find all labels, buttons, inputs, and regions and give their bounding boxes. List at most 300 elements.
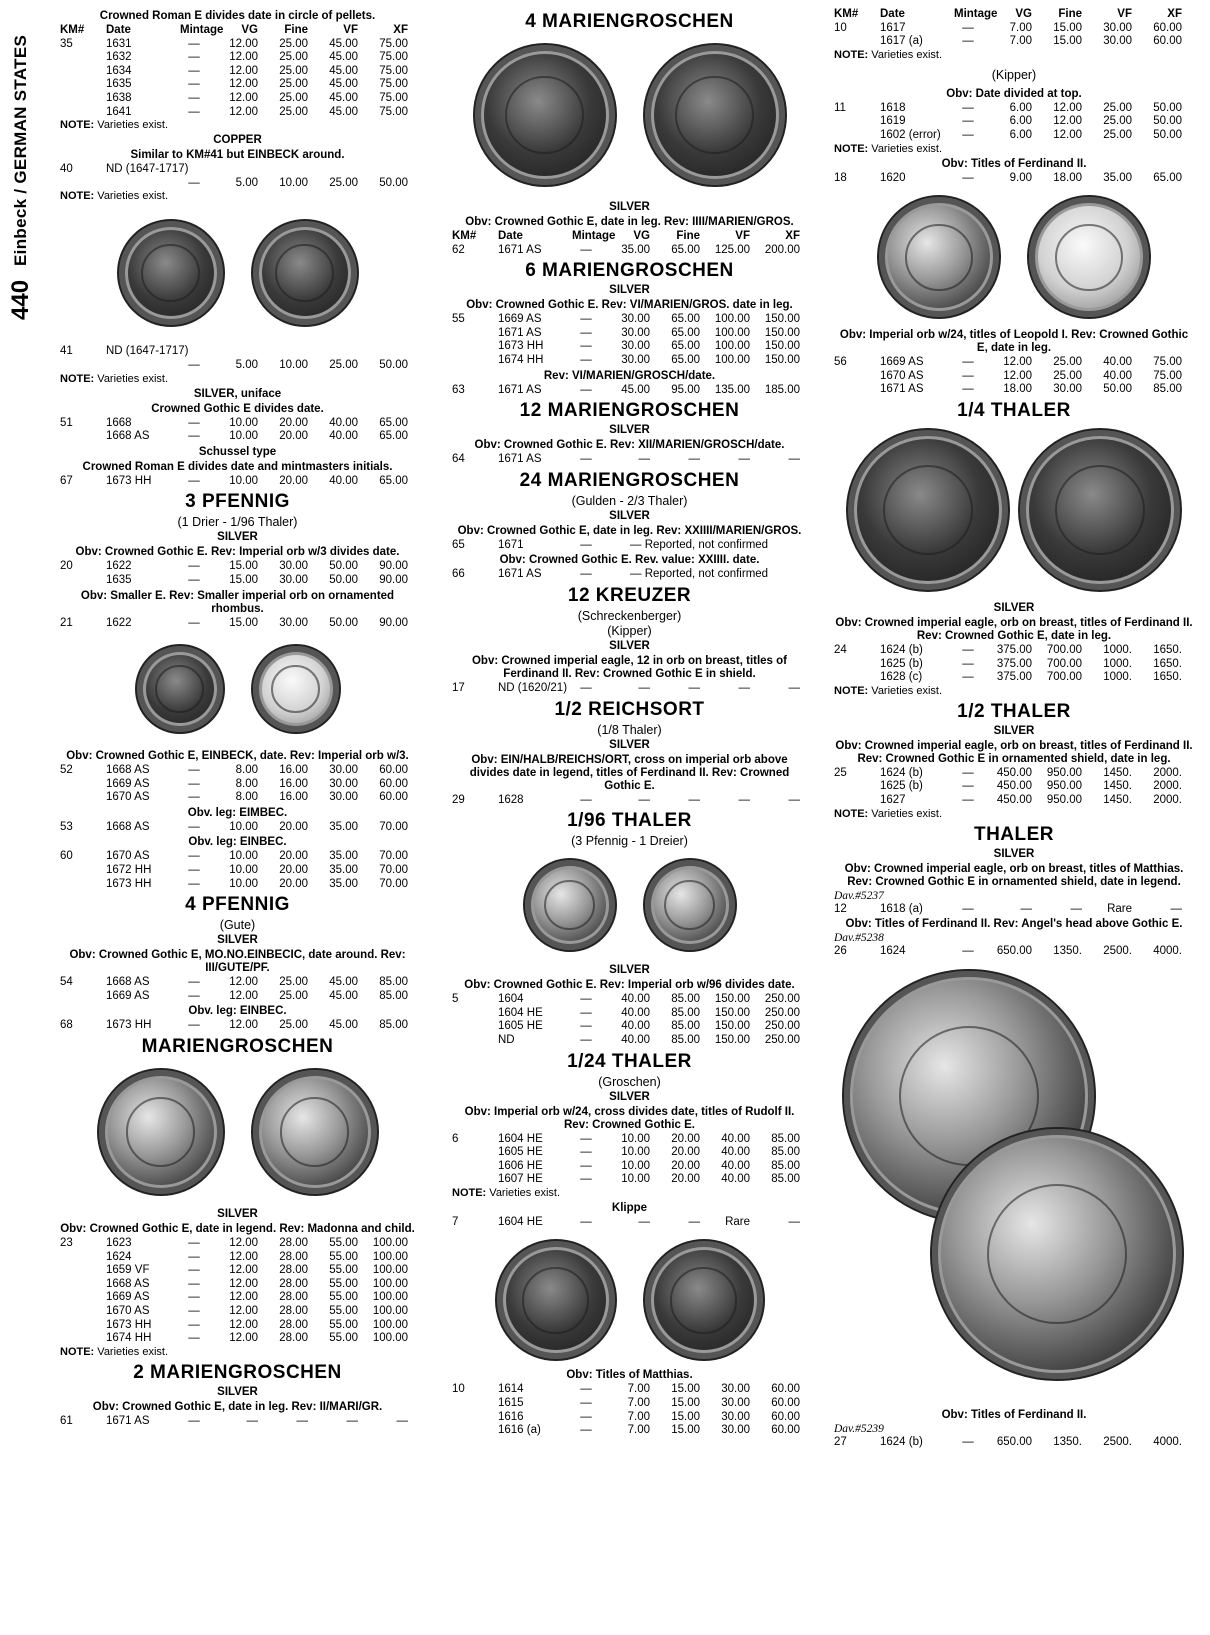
table-cell: — xyxy=(188,616,200,629)
column-header: KM# xyxy=(60,24,85,36)
table-cell: 1607 HE xyxy=(498,1173,543,1186)
table-cell: 90.00 xyxy=(379,616,408,629)
table-row xyxy=(452,340,807,354)
table-cell: — xyxy=(188,764,200,777)
table-cell: 30.00 xyxy=(1103,21,1132,34)
rows-km21 xyxy=(60,617,415,631)
table-cell: 1668 AS xyxy=(106,820,150,833)
rows-km26 xyxy=(834,945,1194,959)
table-row xyxy=(452,1160,807,1174)
table-cell: 15.00 xyxy=(229,616,258,629)
column-header: XF xyxy=(1167,8,1182,20)
table-cell: — xyxy=(962,356,974,369)
desc-km64: Obv: Crowned Gothic E. Rev: XII/MARIEN/GROSCH/date. xyxy=(474,439,785,452)
table-cell: — xyxy=(188,105,200,118)
table-cell: 17 xyxy=(452,681,465,694)
table-cell: 10 xyxy=(834,21,847,34)
rows-km51 xyxy=(60,417,415,444)
table-row xyxy=(452,1411,807,1425)
table-row xyxy=(452,313,807,327)
table-cell xyxy=(834,794,880,808)
table-cell: 1673 HH xyxy=(106,1318,152,1331)
table-cell: 1605 HE xyxy=(498,1146,543,1159)
column-header: Fine xyxy=(1058,8,1082,20)
table-cell: 85.00 xyxy=(771,1173,800,1186)
table-cell: 30.00 xyxy=(621,353,650,366)
table-row xyxy=(452,384,807,398)
table-cell xyxy=(60,878,106,892)
table-cell: — xyxy=(580,793,592,806)
table-row xyxy=(834,780,1194,794)
table-cell: — xyxy=(188,976,200,989)
table-cell: 15.00 xyxy=(229,573,258,586)
table-cell: 95.00 xyxy=(671,383,700,396)
table-cell: 60.00 xyxy=(379,764,408,777)
rows-km25 xyxy=(834,767,1194,808)
table-cell: — xyxy=(788,681,800,694)
column-header: Mintage xyxy=(954,8,998,20)
desc-km62: Obv: Crowned Gothic E, date in leg. Rev: IIII/MARIEN/GROS. xyxy=(465,216,794,228)
table-cell: 7.00 xyxy=(627,1397,650,1410)
table-cell: 6.00 xyxy=(1009,115,1032,128)
table-cell: — xyxy=(188,1019,200,1032)
table-cell: 10.00 xyxy=(621,1159,650,1172)
table-cell: — xyxy=(962,793,974,806)
coin-reverse-image xyxy=(1018,428,1182,592)
desc-km63: Rev: VI/MARIEN/GROSCH/date. xyxy=(543,369,716,382)
table-cell: 50.00 xyxy=(1153,115,1182,128)
table-cell: 12.00 xyxy=(229,64,258,77)
rows-km61 xyxy=(60,1415,415,1429)
desc-km26: Obv: Titles of Ferdinand II. Rev: Angel's head above Gothic E. xyxy=(845,918,1183,931)
running-head xyxy=(6,10,36,320)
table-cell xyxy=(60,1291,106,1305)
table-cell: 60.00 xyxy=(771,1424,800,1437)
table-cell: 20.00 xyxy=(671,1146,700,1159)
sub-kipper: (Kipper) xyxy=(991,67,1037,82)
metal-silver: SILVER xyxy=(993,724,1035,737)
table-cell: 1668 AS xyxy=(106,976,150,989)
table-cell: 28.00 xyxy=(279,1305,308,1317)
table-cell: 60.00 xyxy=(379,791,408,804)
heading-mariengroschen: MARIENGROSCHEN xyxy=(141,1036,334,1058)
table-cell: 52 xyxy=(60,764,73,777)
column-header: VG xyxy=(1015,8,1032,20)
table-cell: — xyxy=(580,326,592,339)
table-row xyxy=(60,791,415,805)
table-cell: — xyxy=(188,1305,200,1317)
table-cell: 9.00 xyxy=(1009,171,1032,184)
table-cell: 6 xyxy=(452,1132,459,1145)
table-cell: — xyxy=(188,777,200,790)
table-cell: — xyxy=(188,573,200,586)
table-cell: 1668 AS xyxy=(106,430,150,443)
table-header xyxy=(452,230,807,244)
table-cell: — xyxy=(962,115,974,128)
table-row xyxy=(834,22,1194,36)
table-cell: 45.00 xyxy=(621,383,650,396)
desc-km25: Obv: Crowned imperial eagle, orb on breast, titles of Ferdinand II. Rev: Crowned Gothic E in ornamented shield, date in leg. xyxy=(835,739,1193,765)
table-cell: 1350. xyxy=(1053,945,1082,958)
table-cell: 1615 xyxy=(498,1397,524,1410)
sub-1-2-reichsort: (1/8 Thaler) xyxy=(597,722,662,737)
table-cell: 55.00 xyxy=(329,1250,358,1263)
table-cell: 1627 xyxy=(880,793,906,806)
table-cell: 375.00 xyxy=(996,643,1032,656)
table-row xyxy=(452,1133,807,1147)
table-cell: 25.00 xyxy=(279,1019,308,1032)
column-right xyxy=(834,8,1194,1449)
table-cell xyxy=(452,340,498,354)
table-cell: 25.00 xyxy=(279,989,308,1002)
table-cell: 30.00 xyxy=(621,340,650,353)
table-row xyxy=(834,671,1194,685)
rows-km24 xyxy=(834,644,1194,685)
table-cell: 15.00 xyxy=(671,1397,700,1410)
table-cell: 23 xyxy=(60,1237,73,1250)
table-cell: 12.00 xyxy=(229,989,258,1002)
rows-km17 xyxy=(452,682,807,696)
heading-1-24-thaler: 1/24 THALER xyxy=(567,1050,692,1072)
table-cell: 40.00 xyxy=(621,993,650,1006)
table-cell: — xyxy=(396,1414,408,1427)
table-cell: 30.00 xyxy=(721,1383,750,1396)
coin-images-km10 xyxy=(452,1239,807,1361)
rows-km20 xyxy=(60,560,415,587)
note-km24: NOTE: Varieties exist. xyxy=(834,684,943,697)
rows-km60 xyxy=(60,850,415,891)
column-header: Date xyxy=(498,230,523,242)
table-cell xyxy=(452,1020,498,1034)
table-cell: 20.00 xyxy=(671,1159,700,1172)
table-cell: 65.00 xyxy=(379,416,408,429)
table-row xyxy=(452,244,807,258)
table-row xyxy=(60,617,415,631)
table-cell: 1673 HH xyxy=(498,340,544,353)
note-km41: NOTE: Varieties exist. xyxy=(60,372,169,385)
table-cell: — xyxy=(188,1277,200,1290)
table-cell: 18 xyxy=(834,171,847,184)
rows-km67 xyxy=(60,475,415,489)
table-cell: 12.00 xyxy=(229,1264,258,1277)
table-cell: — xyxy=(638,453,650,466)
table-cell: 150.00 xyxy=(764,326,800,339)
table-row xyxy=(60,1332,415,1346)
table-row xyxy=(452,1146,807,1160)
table-cell: 25.00 xyxy=(279,105,308,118)
table-cell: 35.00 xyxy=(329,820,358,833)
table-cell: 50.00 xyxy=(329,616,358,629)
table-cell: — xyxy=(580,243,592,256)
rows-km18 xyxy=(834,172,1194,186)
desc-km18: Obv: Titles of Ferdinand II. xyxy=(941,157,1087,170)
table-cell: 250.00 xyxy=(764,993,800,1006)
table-cell: 1673 HH xyxy=(106,1019,152,1032)
table-row xyxy=(60,475,415,489)
heading-2-mariengroschen: 2 MARIENGROSCHEN xyxy=(133,1361,342,1383)
table-row xyxy=(834,115,1194,129)
table-cell: 1000. xyxy=(1103,657,1132,670)
coin-images-km23 xyxy=(60,1068,415,1196)
table-cell: 65.00 xyxy=(671,243,700,256)
heading-4-pfennig: 4 PFENNIG xyxy=(185,894,290,916)
row-km40-values: — 5.00 10.00 25.00 50.00 xyxy=(188,176,408,189)
table-cell: — xyxy=(580,1033,592,1046)
table-cell: 2000. xyxy=(1153,766,1182,779)
table-cell: — xyxy=(188,864,200,877)
table-cell: 950.00 xyxy=(1046,780,1082,793)
table-cell: — xyxy=(188,78,200,91)
table-cell: 7.00 xyxy=(1009,21,1032,34)
table-row xyxy=(60,850,415,864)
coin-reverse-image xyxy=(251,1068,379,1196)
table-cell: 30.00 xyxy=(329,777,358,790)
table-header xyxy=(834,8,1194,22)
metal-silver: SILVER xyxy=(217,934,258,947)
table-cell: 1669 AS xyxy=(106,989,150,1002)
table-cell: — xyxy=(962,945,974,958)
desc-km54: Obv: Crowned Gothic E, MO.NO.EINBECIC, date around. Rev: III/GUTE/PF. xyxy=(69,949,406,975)
table-cell: 75.00 xyxy=(1153,356,1182,369)
table-cell: 30.00 xyxy=(621,313,650,326)
table-cell: 24 xyxy=(834,643,847,656)
table-cell: 20.00 xyxy=(279,416,308,429)
table-cell: — xyxy=(580,1410,592,1423)
table-cell: 1450. xyxy=(1103,793,1132,806)
table-cell xyxy=(452,1160,498,1174)
sub-kipper: (Kipper) xyxy=(607,623,652,638)
table-cell xyxy=(60,51,106,65)
table-cell: 85.00 xyxy=(671,1020,700,1033)
table-cell: 30.00 xyxy=(329,764,358,777)
column-header: VF xyxy=(1117,8,1132,20)
table-cell: — xyxy=(188,560,200,573)
table-row xyxy=(60,430,415,444)
table-cell: — xyxy=(188,64,200,77)
metal-silver: SILVER xyxy=(609,201,650,213)
table-row xyxy=(834,102,1194,116)
table-cell: 700.00 xyxy=(1046,643,1082,656)
table-cell: — xyxy=(188,474,200,487)
table-cell: 7.00 xyxy=(627,1410,650,1423)
table-cell: — xyxy=(788,453,800,466)
table-row xyxy=(60,106,415,120)
table-cell xyxy=(60,778,106,792)
running-title: Einbeck / GERMAN STATES xyxy=(11,34,30,266)
table-cell: 10.00 xyxy=(621,1146,650,1159)
table-cell: 85.00 xyxy=(771,1146,800,1159)
table-cell: 1623 xyxy=(106,1237,132,1250)
metal-silver: SILVER xyxy=(609,424,650,437)
table-cell: 150.00 xyxy=(764,340,800,353)
table-cell xyxy=(60,1305,106,1319)
coin-obverse-image xyxy=(877,195,1001,319)
table-cell: 30.00 xyxy=(721,1424,750,1437)
table-cell: 1668 AS xyxy=(106,1277,150,1290)
table-cell: — xyxy=(188,1332,200,1345)
desc-km29: Obv: EIN/HALB/REICHS/ORT, cross on imperial orb above divides date in legend, titles of Ferdinand II. Rev: Crowned Gothic E. xyxy=(469,753,790,792)
note-km25: NOTE: Varieties exist. xyxy=(834,807,943,820)
table-cell xyxy=(834,780,880,794)
table-cell: 25 xyxy=(834,766,847,779)
table-cell: 100.00 xyxy=(714,326,750,339)
table-cell: — xyxy=(580,383,592,396)
table-cell: 20.00 xyxy=(279,877,308,890)
rows-km64 xyxy=(452,453,807,467)
table-cell: 10.00 xyxy=(229,820,258,833)
rows-km29 xyxy=(452,794,807,808)
column-header: Fine xyxy=(284,24,308,36)
table-cell: 60.00 xyxy=(771,1383,800,1396)
table-cell: 90.00 xyxy=(379,573,408,586)
heading-1-2-thaler: 1/2 THALER xyxy=(957,700,1071,722)
table-cell: 35.00 xyxy=(1103,171,1132,184)
table-cell: 1624 (b) xyxy=(880,766,923,779)
table-cell: — xyxy=(962,657,974,670)
rows-km55 xyxy=(452,313,807,367)
table-cell: 90.00 xyxy=(379,560,408,573)
table-cell: 1669 AS xyxy=(498,313,542,326)
table-cell: 12.00 xyxy=(229,1318,258,1331)
table-cell: 100.00 xyxy=(372,1250,408,1263)
table-cell: 100.00 xyxy=(372,1291,408,1304)
table-row xyxy=(60,1278,415,1292)
table-cell: — xyxy=(962,101,974,114)
table-cell: 35.00 xyxy=(329,877,358,890)
rows-km27 xyxy=(834,1436,1194,1450)
table-cell: 1628 xyxy=(498,793,524,806)
rows-km23 xyxy=(60,1237,415,1346)
table-cell: 200.00 xyxy=(764,243,800,256)
table-cell: — xyxy=(962,369,974,382)
table-cell: 1670 AS xyxy=(106,1305,150,1317)
table-cell: 28.00 xyxy=(279,1291,308,1304)
table-cell: 28.00 xyxy=(279,1332,308,1345)
rows-km5 xyxy=(452,993,807,1047)
row-km41: 41 ND (1647-1717) xyxy=(60,345,189,358)
table-cell: — xyxy=(962,21,974,34)
table-cell: 12.00 xyxy=(229,1019,258,1032)
table-cell: — xyxy=(188,37,200,50)
table-cell: 20.00 xyxy=(279,430,308,443)
table-cell: 65.00 xyxy=(379,430,408,443)
table-cell: — xyxy=(580,353,592,366)
table-cell: 100.00 xyxy=(372,1305,408,1317)
heading-1-96-thaler: 1/96 THALER xyxy=(567,810,692,832)
table-cell: 1670 AS xyxy=(880,369,924,382)
table-row xyxy=(834,644,1194,658)
table-row xyxy=(834,945,1194,959)
column-header: Date xyxy=(106,24,131,36)
table-cell: 25.00 xyxy=(279,37,308,50)
table-cell: — xyxy=(580,681,592,694)
table-row xyxy=(60,1291,415,1305)
table-cell: 28.00 xyxy=(279,1318,308,1331)
table-cell: 65.00 xyxy=(1153,171,1182,184)
table-cell: 18.00 xyxy=(1053,171,1082,184)
table-cell: — xyxy=(188,91,200,104)
table-cell: 50.00 xyxy=(329,560,358,573)
table-row xyxy=(834,172,1194,186)
table-cell: 12.00 xyxy=(229,976,258,989)
row-km40: 40 ND (1647-1717) xyxy=(60,163,189,176)
table-cell: 35 xyxy=(60,37,73,50)
table-cell: 1616 xyxy=(498,1410,524,1423)
table-cell: 100.00 xyxy=(714,340,750,353)
coin-images-km41 xyxy=(60,219,415,327)
table-cell: 5 xyxy=(452,993,459,1006)
table-row xyxy=(452,327,807,341)
table-cell: 1670 AS xyxy=(106,850,150,863)
table-cell: 100.00 xyxy=(372,1264,408,1277)
table-cell: 12.00 xyxy=(229,1332,258,1345)
table-cell xyxy=(452,354,498,368)
table-cell: 1671 AS xyxy=(498,453,542,466)
table-cell: 1606 HE xyxy=(498,1159,543,1172)
table-cell: 28.00 xyxy=(279,1264,308,1277)
table-cell: — xyxy=(962,766,974,779)
row-km66: 66 1671 AS — — Reported, not confirmed xyxy=(452,568,769,581)
table-cell xyxy=(452,1007,498,1021)
table-cell: — xyxy=(580,1424,592,1437)
table-cell: 30.00 xyxy=(279,616,308,629)
table-cell: 12.00 xyxy=(1003,356,1032,369)
table-cell: 70.00 xyxy=(379,850,408,863)
table-cell xyxy=(834,35,880,49)
table-row xyxy=(60,38,415,52)
table-cell: — xyxy=(580,453,592,466)
table-cell: 150.00 xyxy=(714,993,750,1006)
table-cell: 1671 AS xyxy=(498,326,542,339)
metal-copper: COPPER xyxy=(213,134,262,147)
metal-silver: SILVER xyxy=(609,639,650,652)
table-cell: 55.00 xyxy=(329,1305,358,1317)
desc-km55: Obv: Crowned Gothic E. Rev: VI/MARIEN/GROS. date in leg. xyxy=(466,299,793,312)
table-cell xyxy=(60,65,106,79)
table-cell xyxy=(60,1264,106,1278)
table-cell: 12.00 xyxy=(229,1305,258,1317)
table-row xyxy=(452,1034,807,1048)
table-cell: 56 xyxy=(834,356,847,369)
table-cell: 60.00 xyxy=(1153,21,1182,34)
table-cell: 16.00 xyxy=(279,764,308,777)
coin-obverse-image xyxy=(523,858,617,952)
heading-12-kreuzer: 12 KREUZER xyxy=(567,584,692,606)
coin-obverse-image xyxy=(846,428,1010,592)
rows-km11 xyxy=(834,102,1194,143)
table-cell: 11 xyxy=(834,101,846,114)
row-km41-values: — 5.00 10.00 25.00 50.00 xyxy=(188,358,408,371)
table-cell: — xyxy=(188,416,200,429)
sub-4-pfennig: (Gute) xyxy=(219,918,256,933)
table-row xyxy=(834,129,1194,143)
table-cell: 1632 xyxy=(106,51,132,64)
desc-km61: Obv: Crowned Gothic E, date in leg. Rev: II/MARI/GR. xyxy=(92,1400,383,1413)
table-cell: 1624 (b) xyxy=(880,643,923,656)
table-cell: 1635 xyxy=(106,573,132,586)
table-cell: 30.00 xyxy=(621,326,650,339)
column-left xyxy=(60,8,415,1428)
desc-km65: Obv: Crowned Gothic E, date in leg. Rev: XXIIII/MARIEN/GROS. xyxy=(457,524,802,537)
table-cell: — xyxy=(188,850,200,863)
schussel-type: Schussel type xyxy=(198,445,277,458)
table-cell: — xyxy=(188,791,200,804)
table-cell: 2000. xyxy=(1153,793,1182,806)
table-cell: 28.00 xyxy=(279,1237,308,1250)
table-cell xyxy=(452,1411,498,1425)
table-cell: 1618 xyxy=(880,101,906,114)
desc-km56: Obv: Imperial orb w/24, titles of Leopold I. Rev: Crowned Gothic E, date in leg. xyxy=(839,329,1189,355)
